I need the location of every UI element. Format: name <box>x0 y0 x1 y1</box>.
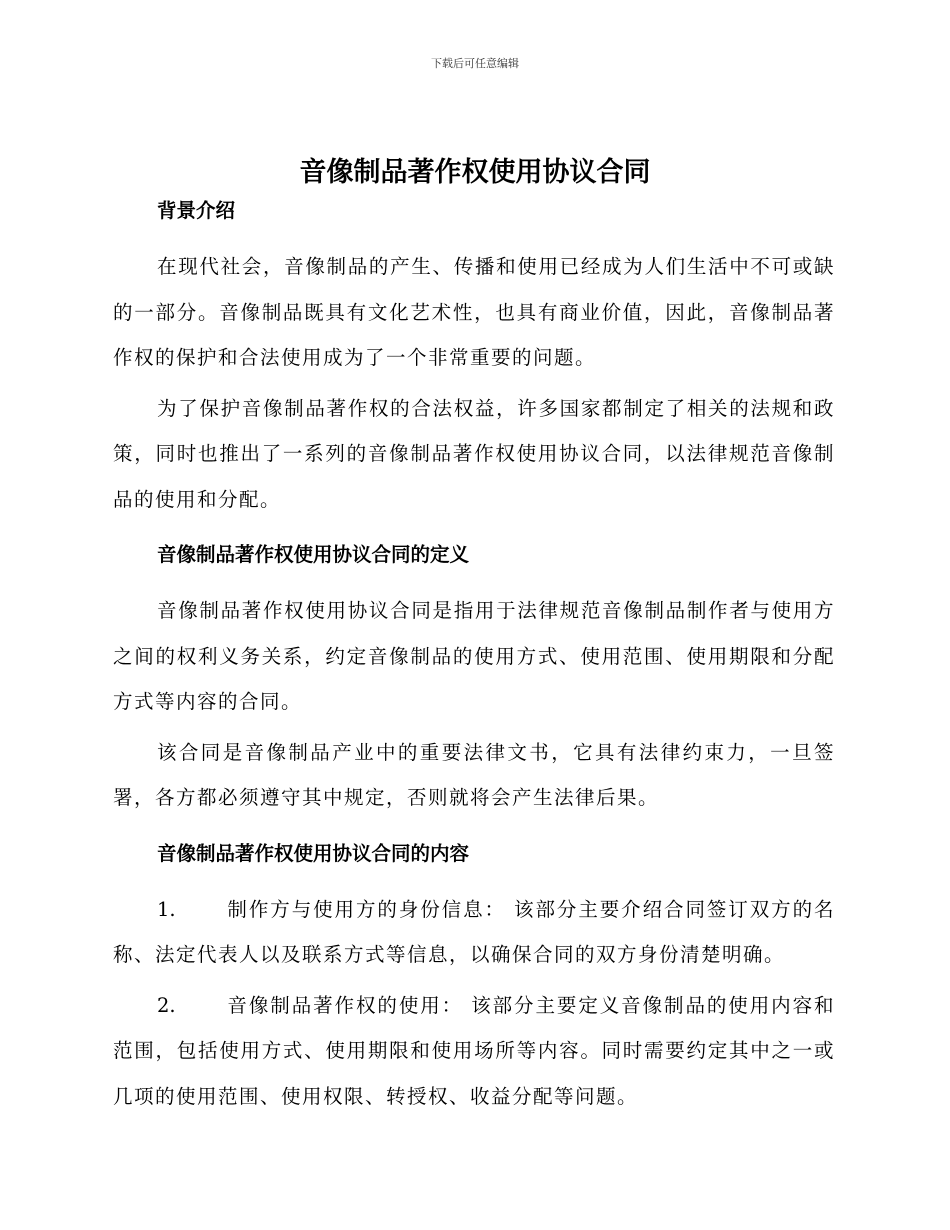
header-note: 下载后可任意编辑 <box>431 57 519 70</box>
list-item-text: 制作方与使用方的身份信息： 该部分主要介绍合同签订双方的名称、法定代表人以及联系方式等信息，以确保合同的双方身份清楚明确。 <box>113 897 835 966</box>
document-body <box>113 196 835 1119</box>
paragraph: 为了保护音像制品著作权的合法权益，许多国家都制定了相关的法规和政策，同时也推出了一系列的音像制品著作权使用协议合同，以法律规范音像制品的使用和分配。 <box>113 396 835 511</box>
list-item <box>113 887 835 978</box>
list-item-number: 1. <box>157 897 176 921</box>
list-item-number: 2. <box>157 993 176 1017</box>
section-heading-definition: 音像制品著作权使用协议合同的定义 <box>157 543 470 566</box>
section-heading-background: 背景介绍 <box>157 199 236 222</box>
paragraph: 该合同是音像制品产业中的重要法律文书，它具有法律约束力，一旦签署，各方都必须遵守其中规定，否则就将会产生法律后果。 <box>113 740 835 809</box>
paragraph: 音像制品著作权使用协议合同是指用于法律规范音像制品制作者与使用方之间的权利义务关系，约定音像制品的使用方式、使用范围、使用期限和分配方式等内容的合同。 <box>113 599 835 713</box>
section-heading-content: 音像制品著作权使用协议合同的内容 <box>157 841 470 865</box>
paragraph: 在现代社会，音像制品的产生、传播和使用已经成为人们生活中不可或缺的一部分。音像制品既具有文化艺术性，也具有商业价值，因此，音像制品著作权的保护和合法使用成为了一个非常重要的问题。 <box>113 255 835 369</box>
list-item-text: 音像制品著作权的使用： 该部分主要定义音像制品的使用内容和范围，包括使用方式、使用期限和使用场所等内容。同时需要约定其中之一或几项的使用范围、使用权限、转授权、收益分配等问题。 <box>113 993 835 1108</box>
document-title: 音像制品著作权使用协议合同 <box>299 157 651 188</box>
list-item <box>113 983 835 1120</box>
